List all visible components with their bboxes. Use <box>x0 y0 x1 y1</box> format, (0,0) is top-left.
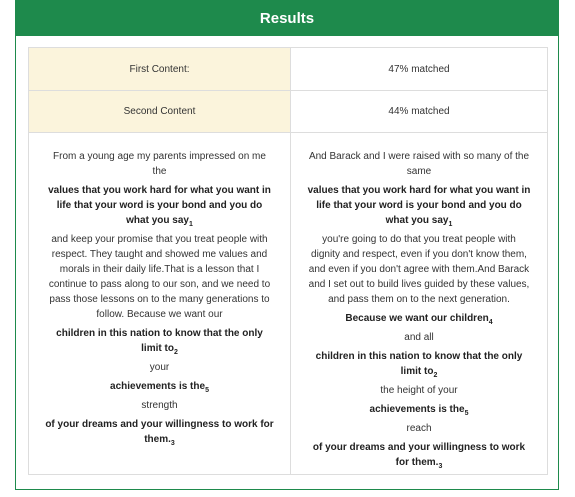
match-index: 4 <box>488 319 493 326</box>
match-index: 3 <box>438 463 443 470</box>
segment-text: Because we want our children <box>345 313 489 324</box>
segment-text: children in this nation to know that the only limit to <box>56 328 263 354</box>
text-segment <box>45 360 274 375</box>
text-segment <box>45 398 274 413</box>
text-segment <box>307 421 531 436</box>
segment-text: reach <box>406 423 432 434</box>
matched-text-segment <box>307 440 531 470</box>
matched-text-segment <box>45 379 274 394</box>
matched-text-segment <box>307 402 531 417</box>
results-header <box>16 0 558 36</box>
match-index: 5 <box>464 410 469 417</box>
second-content-label: Second Content <box>29 91 291 133</box>
matched-text-segment <box>45 183 274 228</box>
matched-text-segment <box>307 183 531 228</box>
results-title: Results <box>259 9 315 27</box>
segment-text: strength <box>141 400 178 411</box>
match-index: 2 <box>433 372 438 379</box>
segment-text: children in this nation to know that the only limit to <box>315 351 523 377</box>
segment-text: of your dreams and your willingness to work for them. <box>312 442 526 468</box>
match-index: 1 <box>448 221 453 228</box>
second-content-text <box>291 133 548 475</box>
first-content-percent: 47% matched <box>291 48 548 91</box>
results-panel <box>15 0 559 490</box>
segment-text: From a young age my parents impressed on me the <box>53 151 266 177</box>
table-row <box>29 133 548 475</box>
matched-text-segment <box>307 311 531 326</box>
text-segment <box>307 232 531 307</box>
text-segment <box>45 232 274 322</box>
text-segment <box>307 149 531 179</box>
segment-text: your <box>149 362 170 373</box>
segment-text: achievements is the <box>369 404 465 415</box>
table-row <box>29 48 548 91</box>
match-index: 3 <box>170 440 175 447</box>
match-index: 5 <box>205 387 209 394</box>
text-segment <box>307 383 531 398</box>
matched-text-segment <box>45 417 274 447</box>
matched-text-segment <box>45 326 274 356</box>
text-segment <box>45 149 274 179</box>
matched-text-segment <box>307 349 531 379</box>
match-index: 1 <box>188 221 193 228</box>
second-content-percent: 44% matched <box>291 91 548 133</box>
segment-text: achievements is the <box>110 381 206 392</box>
segment-text: of your dreams and your willingness to work for them. <box>45 419 274 445</box>
text-segment <box>307 330 531 345</box>
segment-text: and all <box>404 332 434 343</box>
match-index: 2 <box>173 349 178 356</box>
results-table <box>28 47 548 475</box>
segment-text: the height of your <box>380 385 458 396</box>
first-content-text <box>29 133 291 475</box>
segment-text: values that you work hard for what you want in life that your word is your bond and you do what you say <box>48 185 271 226</box>
segment-text: values that you work hard for what you want in life that your word is your bond and you do what you say <box>307 185 531 226</box>
first-content-label: First Content: <box>29 48 291 91</box>
segment-text: and keep your promise that you treat people with respect. They taught and showed me values and morals in their daily life.That is a lesson that I continue to pass along to our son, and we need to pass those lessons on to the many generations to follow. Because we want our <box>48 234 271 320</box>
segment-text: And Barack and I were raised with so many of the same <box>308 151 530 177</box>
table-row <box>29 91 548 133</box>
segment-text: you're going to do that you treat people with dignity and respect, even if you don't know them, and even if you don't agree with them.And Barack and I set out to build lives guided by these values, and pass them on to the next generation. <box>308 234 530 305</box>
